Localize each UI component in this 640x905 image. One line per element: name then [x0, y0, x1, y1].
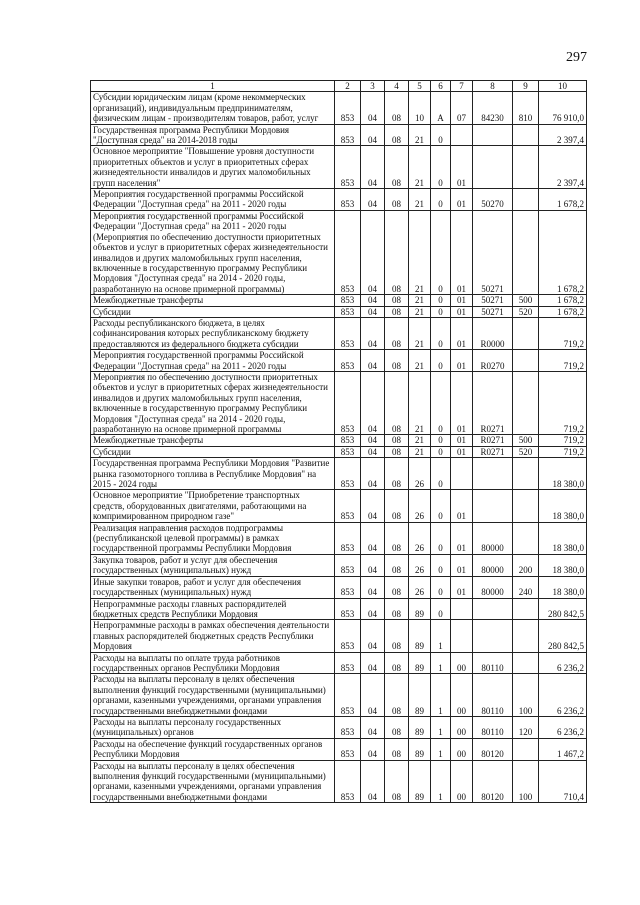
row-code-c3: 04 — [361, 92, 385, 124]
row-code-c8: 50271 — [473, 210, 513, 294]
row-code-c2: 853 — [335, 522, 361, 554]
row-description: Расходы на выплаты персоналу в целях обеспечения выполнения функций государственными (муниципальными) органами, казенными учреждениями, органами управления государственными внебюджетными фондами — [91, 674, 335, 717]
row-amount: 719,2 — [539, 317, 587, 349]
row-code-c8 — [473, 620, 513, 652]
table-row — [91, 189, 587, 211]
row-code-c7: 01 — [451, 306, 473, 317]
row-code-c2: 853 — [335, 446, 361, 457]
row-amount: 280 842,5 — [539, 598, 587, 620]
row-code-c2: 853 — [335, 306, 361, 317]
col-header: 1 — [91, 81, 335, 92]
row-code-c3: 04 — [361, 350, 385, 372]
row-code-c2: 853 — [335, 620, 361, 652]
row-code-c4: 08 — [385, 92, 409, 124]
row-amount: 719,2 — [539, 446, 587, 457]
row-code-c2: 853 — [335, 189, 361, 211]
row-code-c5: 26 — [409, 458, 431, 490]
row-code-c8 — [473, 598, 513, 620]
row-description: Мероприятия государственной программы Российской Федерации "Доступная среда" на 2011 - 2020 годы — [91, 350, 335, 372]
row-code-c6: А — [431, 92, 451, 124]
row-code-c5: 21 — [409, 317, 431, 349]
row-code-c7: 01 — [451, 210, 473, 294]
row-code-c4: 08 — [385, 620, 409, 652]
row-amount: 6 236,2 — [539, 652, 587, 674]
row-amount: 719,2 — [539, 435, 587, 446]
row-code-c3: 04 — [361, 620, 385, 652]
row-code-c6: 1 — [431, 674, 451, 717]
col-header: 9 — [513, 81, 539, 92]
row-code-c5: 26 — [409, 554, 431, 576]
row-code-c3: 04 — [361, 598, 385, 620]
row-code-c8: 80120 — [473, 738, 513, 760]
row-code-c8 — [473, 146, 513, 189]
row-code-c4: 08 — [385, 446, 409, 457]
table-row — [91, 146, 587, 189]
row-code-c5: 21 — [409, 189, 431, 211]
table-row — [91, 306, 587, 317]
row-code-c3: 04 — [361, 554, 385, 576]
header-row — [91, 81, 587, 92]
row-code-c9: 500 — [513, 295, 539, 306]
row-code-c2: 853 — [335, 554, 361, 576]
row-description: Расходы республиканского бюджета, в целях софинансирования которых республиканскому бюджету предоставляются из федерального бюджета субсидии — [91, 317, 335, 349]
row-description: Межбюджетные трансферты — [91, 435, 335, 446]
row-code-c6: 1 — [431, 760, 451, 803]
col-header: 6 — [431, 81, 451, 92]
table-row — [91, 317, 587, 349]
table-row — [91, 371, 587, 434]
row-code-c5: 89 — [409, 674, 431, 717]
row-amount: 18 380,0 — [539, 554, 587, 576]
row-code-c7: 00 — [451, 674, 473, 717]
row-amount: 18 380,0 — [539, 522, 587, 554]
row-code-c6: 0 — [431, 124, 451, 146]
row-description: Мероприятия государственной программы Российской Федерации "Доступная среда" на 2011 - 2020 годы — [91, 189, 335, 211]
row-code-c3: 04 — [361, 576, 385, 598]
row-code-c6: 0 — [431, 598, 451, 620]
row-code-c2: 853 — [335, 716, 361, 738]
row-description: Субсидии — [91, 446, 335, 457]
row-code-c2: 853 — [335, 210, 361, 294]
row-code-c6: 0 — [431, 435, 451, 446]
row-code-c4: 08 — [385, 306, 409, 317]
row-code-c8: 50271 — [473, 295, 513, 306]
row-code-c8: 80110 — [473, 674, 513, 717]
row-code-c8: 80110 — [473, 652, 513, 674]
row-code-c5: 21 — [409, 306, 431, 317]
row-description: Государственная программа Республики Мордовия "Развитие рынка газомоторного топлива в Республике Мордовия" на 2015 - 2024 годы — [91, 458, 335, 490]
row-code-c4: 08 — [385, 716, 409, 738]
row-code-c5: 21 — [409, 435, 431, 446]
row-code-c4: 08 — [385, 189, 409, 211]
row-code-c8: 80000 — [473, 554, 513, 576]
row-code-c8: 50270 — [473, 189, 513, 211]
row-code-c7: 01 — [451, 522, 473, 554]
table-row — [91, 435, 587, 446]
row-code-c5: 89 — [409, 716, 431, 738]
row-amount: 2 397,4 — [539, 146, 587, 189]
row-code-c7: 00 — [451, 760, 473, 803]
row-description: Расходы на выплаты по оплате труда работников государственных органов Республики Мордовия — [91, 652, 335, 674]
row-code-c4: 08 — [385, 295, 409, 306]
row-amount: 1 467,2 — [539, 738, 587, 760]
table-row — [91, 716, 587, 738]
row-code-c9 — [513, 210, 539, 294]
row-amount: 6 236,2 — [539, 674, 587, 717]
row-code-c8: 80000 — [473, 576, 513, 598]
row-code-c2: 853 — [335, 738, 361, 760]
row-code-c6: 1 — [431, 738, 451, 760]
row-code-c3: 04 — [361, 435, 385, 446]
row-code-c8: R0271 — [473, 435, 513, 446]
row-code-c4: 08 — [385, 317, 409, 349]
row-code-c5: 21 — [409, 124, 431, 146]
row-code-c3: 04 — [361, 490, 385, 522]
row-code-c7: 01 — [451, 435, 473, 446]
row-code-c3: 04 — [361, 189, 385, 211]
row-code-c5: 89 — [409, 760, 431, 803]
row-code-c5: 21 — [409, 446, 431, 457]
row-code-c2: 853 — [335, 92, 361, 124]
row-code-c6: 1 — [431, 652, 451, 674]
row-code-c8: R0000 — [473, 317, 513, 349]
table-row — [91, 124, 587, 146]
row-code-c4: 08 — [385, 458, 409, 490]
row-description: Субсидии юридическим лицам (кроме некоммерческих организаций), индивидуальным предпринимателям, физическим лицам - производителям товаров, работ, услуг — [91, 92, 335, 124]
row-amount: 18 380,0 — [539, 576, 587, 598]
row-code-c6: 0 — [431, 295, 451, 306]
row-code-c7: 01 — [451, 446, 473, 457]
row-code-c7 — [451, 598, 473, 620]
row-code-c3: 04 — [361, 146, 385, 189]
row-code-c2: 853 — [335, 760, 361, 803]
row-code-c3: 04 — [361, 716, 385, 738]
row-description: Расходы на обеспечение функций государственных органов Республики Мордовия — [91, 738, 335, 760]
row-code-c2: 853 — [335, 295, 361, 306]
col-header: 5 — [409, 81, 431, 92]
row-amount: 1 678,2 — [539, 210, 587, 294]
row-code-c8: R0271 — [473, 446, 513, 457]
row-code-c4: 08 — [385, 738, 409, 760]
row-code-c7 — [451, 620, 473, 652]
col-header: 10 — [539, 81, 587, 92]
row-code-c9 — [513, 738, 539, 760]
row-code-c9 — [513, 124, 539, 146]
row-amount: 1 678,2 — [539, 189, 587, 211]
row-code-c7: 01 — [451, 146, 473, 189]
row-code-c2: 853 — [335, 435, 361, 446]
row-code-c2: 853 — [335, 371, 361, 434]
row-code-c9: 200 — [513, 554, 539, 576]
row-code-c5: 21 — [409, 146, 431, 189]
row-code-c8: R0270 — [473, 350, 513, 372]
table-row — [91, 760, 587, 803]
row-code-c3: 04 — [361, 522, 385, 554]
table-row — [91, 458, 587, 490]
row-code-c9 — [513, 146, 539, 189]
row-description: Основное мероприятие "Повышение уровня доступности приоритетных объектов и услуг в приоритетных сферах жизнедеятельности инвалидов и других маломобильных групп населения" — [91, 146, 335, 189]
row-code-c7: 00 — [451, 652, 473, 674]
row-code-c7: 01 — [451, 576, 473, 598]
col-header: 8 — [473, 81, 513, 92]
table-row — [91, 350, 587, 372]
row-description: Иные закупки товаров, работ и услуг для обеспечения государственных (муниципальных) нужд — [91, 576, 335, 598]
row-code-c7: 01 — [451, 295, 473, 306]
row-code-c3: 04 — [361, 124, 385, 146]
row-code-c2: 853 — [335, 674, 361, 717]
row-code-c4: 08 — [385, 576, 409, 598]
row-code-c9: 520 — [513, 306, 539, 317]
row-code-c9 — [513, 522, 539, 554]
row-code-c4: 08 — [385, 674, 409, 717]
col-header: 4 — [385, 81, 409, 92]
row-code-c3: 04 — [361, 371, 385, 434]
row-code-c9 — [513, 598, 539, 620]
row-code-c5: 89 — [409, 598, 431, 620]
row-code-c8 — [473, 458, 513, 490]
table-row — [91, 576, 587, 598]
col-header: 7 — [451, 81, 473, 92]
row-description: Расходы на выплаты персоналу в целях обеспечения выполнения функций государственными (муниципальными) органами, казенными учреждениями, органами управления государственными внебюджетными фондами — [91, 760, 335, 803]
row-amount: 280 842,5 — [539, 620, 587, 652]
row-code-c9: 100 — [513, 760, 539, 803]
table-row — [91, 295, 587, 306]
table-row — [91, 652, 587, 674]
row-code-c7: 01 — [451, 554, 473, 576]
row-code-c6: 0 — [431, 458, 451, 490]
row-amount: 719,2 — [539, 371, 587, 434]
row-code-c2: 853 — [335, 124, 361, 146]
row-code-c9: 500 — [513, 435, 539, 446]
row-code-c4: 08 — [385, 598, 409, 620]
row-code-c3: 04 — [361, 317, 385, 349]
row-description: Мероприятия государственной программы Российской Федерации "Доступная среда" на 2011 - 2020 годы (Мероприятия по обеспечению доступности приоритетных объектов и услуг в приоритетных сферах жизнедеятельности инвалидов и других маломобильных групп населения, включенные в государственную программу Республики Мордовия "Доступная среда" на 2014 - 2020 годы, разработанную на основе примерной программы) — [91, 210, 335, 294]
row-code-c5: 89 — [409, 652, 431, 674]
row-description: Непрограммные расходы в рамках обеспечения деятельности главных распорядителей бюджетных средств Республики Мордовия — [91, 620, 335, 652]
row-code-c7: 01 — [451, 350, 473, 372]
row-amount: 1 678,2 — [539, 306, 587, 317]
row-code-c7: 01 — [451, 490, 473, 522]
row-amount: 719,2 — [539, 350, 587, 372]
budget-table — [90, 80, 587, 803]
row-code-c7 — [451, 124, 473, 146]
row-code-c9: 240 — [513, 576, 539, 598]
row-amount: 710,4 — [539, 760, 587, 803]
row-code-c6: 0 — [431, 371, 451, 434]
row-code-c3: 04 — [361, 306, 385, 317]
row-code-c9: 520 — [513, 446, 539, 457]
row-code-c6: 0 — [431, 210, 451, 294]
row-code-c8: R0271 — [473, 371, 513, 434]
row-code-c9 — [513, 189, 539, 211]
row-code-c3: 04 — [361, 295, 385, 306]
table-row — [91, 598, 587, 620]
row-code-c8: 80000 — [473, 522, 513, 554]
row-code-c6: 0 — [431, 317, 451, 349]
row-code-c3: 04 — [361, 210, 385, 294]
row-code-c3: 04 — [361, 674, 385, 717]
row-code-c6: 0 — [431, 446, 451, 457]
row-code-c9 — [513, 350, 539, 372]
row-description: Расходы на выплаты персоналу государственных (муниципальных) органов — [91, 716, 335, 738]
row-code-c5: 10 — [409, 92, 431, 124]
row-code-c8 — [473, 490, 513, 522]
row-code-c9 — [513, 620, 539, 652]
row-code-c5: 89 — [409, 738, 431, 760]
table-row — [91, 446, 587, 457]
row-code-c3: 04 — [361, 738, 385, 760]
row-code-c8: 50271 — [473, 306, 513, 317]
table-row — [91, 738, 587, 760]
row-code-c6: 0 — [431, 350, 451, 372]
row-code-c4: 08 — [385, 652, 409, 674]
row-code-c2: 853 — [335, 146, 361, 189]
table-row — [91, 554, 587, 576]
row-description: Межбюджетные трансферты — [91, 295, 335, 306]
row-code-c5: 26 — [409, 490, 431, 522]
row-code-c7: 00 — [451, 716, 473, 738]
row-code-c4: 08 — [385, 435, 409, 446]
table-row — [91, 92, 587, 124]
row-code-c9 — [513, 317, 539, 349]
row-code-c3: 04 — [361, 446, 385, 457]
row-code-c5: 89 — [409, 620, 431, 652]
row-code-c3: 04 — [361, 652, 385, 674]
row-code-c6: 0 — [431, 189, 451, 211]
row-code-c4: 08 — [385, 522, 409, 554]
row-code-c4: 08 — [385, 124, 409, 146]
row-code-c7: 01 — [451, 371, 473, 434]
row-code-c9: 100 — [513, 674, 539, 717]
row-code-c2: 853 — [335, 490, 361, 522]
row-code-c5: 26 — [409, 576, 431, 598]
row-code-c6: 0 — [431, 522, 451, 554]
row-code-c3: 04 — [361, 458, 385, 490]
row-code-c4: 08 — [385, 554, 409, 576]
row-description: Мероприятия по обеспечению доступности приоритетных объектов и услуг в приоритетных сферах жизнедеятельности инвалидов и других маломобильных групп населения, включенные в государственную программу Республики Мордовия "Доступная среда" на 2014 - 2020 годы, разработанную на основе примерной программы — [91, 371, 335, 434]
row-code-c4: 08 — [385, 760, 409, 803]
row-code-c5: 21 — [409, 210, 431, 294]
col-header: 3 — [361, 81, 385, 92]
row-amount: 1 678,2 — [539, 295, 587, 306]
table-row — [91, 490, 587, 522]
row-code-c5: 26 — [409, 522, 431, 554]
row-code-c4: 08 — [385, 146, 409, 189]
row-code-c2: 853 — [335, 576, 361, 598]
row-code-c2: 853 — [335, 652, 361, 674]
row-code-c5: 21 — [409, 371, 431, 434]
row-code-c6: 0 — [431, 490, 451, 522]
row-code-c6: 1 — [431, 716, 451, 738]
row-description: Основное мероприятие "Приобретение транспортных средств, оборудованных двигателями, работающими на компримированном природном газе" — [91, 490, 335, 522]
row-code-c6: 0 — [431, 306, 451, 317]
row-code-c4: 08 — [385, 371, 409, 434]
row-code-c6: 0 — [431, 576, 451, 598]
row-amount: 18 380,0 — [539, 490, 587, 522]
row-code-c8 — [473, 124, 513, 146]
row-code-c6: 0 — [431, 554, 451, 576]
table-row — [91, 210, 587, 294]
row-description: Непрограммные расходы главных распорядителей бюджетных средств Республики Мордовия — [91, 598, 335, 620]
row-code-c9 — [513, 371, 539, 434]
row-code-c8: 80120 — [473, 760, 513, 803]
row-code-c4: 08 — [385, 490, 409, 522]
row-code-c8: 80110 — [473, 716, 513, 738]
row-code-c5: 21 — [409, 350, 431, 372]
row-code-c4: 08 — [385, 350, 409, 372]
row-code-c9 — [513, 490, 539, 522]
row-description: Реализация направления расходов подпрограммы (республиканской целевой программы) в рамках государственной программы Республики Мордовия — [91, 522, 335, 554]
row-code-c9 — [513, 652, 539, 674]
row-code-c8: 84230 — [473, 92, 513, 124]
page-number: 297 — [566, 50, 587, 65]
row-code-c9: 810 — [513, 92, 539, 124]
table-row — [91, 620, 587, 652]
row-code-c2: 853 — [335, 458, 361, 490]
row-code-c7: 01 — [451, 317, 473, 349]
row-description: Закупка товаров, работ и услуг для обеспечения государственных (муниципальных) нужд — [91, 554, 335, 576]
row-code-c4: 08 — [385, 210, 409, 294]
row-code-c6: 0 — [431, 146, 451, 189]
row-description: Государственная программа Республики Мордовия "Доступная среда" на 2014-2018 годы — [91, 124, 335, 146]
row-code-c2: 853 — [335, 598, 361, 620]
row-code-c5: 21 — [409, 295, 431, 306]
row-code-c2: 853 — [335, 350, 361, 372]
row-amount: 18 380,0 — [539, 458, 587, 490]
row-code-c7 — [451, 458, 473, 490]
row-description: Субсидии — [91, 306, 335, 317]
row-code-c9: 120 — [513, 716, 539, 738]
row-code-c7: 00 — [451, 738, 473, 760]
row-amount: 2 397,4 — [539, 124, 587, 146]
table-row — [91, 674, 587, 717]
row-code-c2: 853 — [335, 317, 361, 349]
row-code-c9 — [513, 458, 539, 490]
row-code-c7: 01 — [451, 189, 473, 211]
row-amount: 6 236,2 — [539, 716, 587, 738]
row-amount: 76 910,0 — [539, 92, 587, 124]
table-row — [91, 522, 587, 554]
row-code-c7: 07 — [451, 92, 473, 124]
row-code-c3: 04 — [361, 760, 385, 803]
col-header: 2 — [335, 81, 361, 92]
row-code-c6: 1 — [431, 620, 451, 652]
